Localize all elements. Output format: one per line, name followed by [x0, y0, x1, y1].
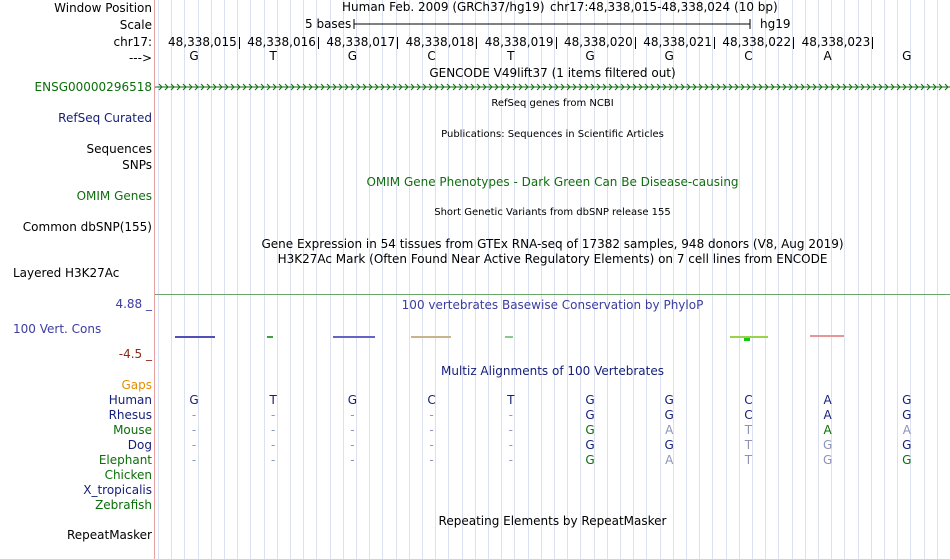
track-display-area[interactable] — [155, 0, 950, 559]
alignment-base-mouse: - — [271, 423, 276, 437]
coordinate-tick-label: 48,338,017 — [326, 35, 398, 49]
alignment-base-human: G — [585, 393, 595, 407]
coordinate-tick-label: 48,338,022 — [722, 35, 794, 49]
alignment-base-human: T — [507, 393, 515, 407]
alignment-base-rhesus: A — [823, 408, 832, 422]
phylop-track-title: 100 vertebrates Basewise Conservation by PhyloP — [401, 298, 704, 312]
alignment-base-dog: - — [191, 438, 197, 452]
alignment-base-mouse: - — [429, 423, 434, 437]
alignment-base-elephant: A — [665, 453, 674, 467]
alignment-base-dog: G — [664, 438, 674, 452]
alignment-base-human: G — [347, 393, 358, 407]
sequence-base: C — [744, 49, 753, 63]
species-label-mouse[interactable]: Mouse — [113, 423, 152, 437]
alignment-base-mouse: - — [508, 423, 513, 437]
track-label-repeatmasker[interactable]: RepeatMasker — [66, 528, 152, 542]
alignment-base-human: G — [902, 393, 912, 407]
alignment-base-mouse: - — [350, 423, 355, 437]
alignment-base-elephant: - — [508, 453, 513, 467]
alignment-base-elephant: G — [585, 453, 595, 467]
alignment-base-dog: - — [350, 438, 355, 452]
phylop-bar — [411, 336, 451, 338]
alignment-base-dog: G — [902, 438, 912, 452]
coordinate-tick-label: 48,338,023 — [802, 35, 874, 49]
alignment-base-mouse: G — [585, 423, 595, 437]
sequence-base: T — [269, 49, 277, 63]
coordinate-tick-label: 48,338,020 — [564, 35, 636, 49]
alignment-base-elephant: - — [191, 453, 197, 467]
coordinate-tick-label: 48,338,021 — [643, 35, 715, 49]
coordinate-tick-label: 48,338,019 — [485, 35, 557, 49]
alignment-base-elephant: G — [822, 453, 833, 467]
alignment-base-human: C — [427, 393, 436, 407]
alignment-base-rhesus: - — [191, 408, 197, 422]
alignment-base-mouse: T — [744, 423, 753, 437]
track-label-gaps[interactable]: Gaps — [121, 378, 152, 392]
phylop-bar — [175, 336, 215, 338]
omim-track-title: OMIM Gene Phenotypes - Dark Green Can Be Disease-causing — [366, 175, 739, 189]
alignment-base-elephant: G — [902, 453, 912, 467]
assembly-title: Human Feb. 2009 (GRCh37/hg19) — [342, 0, 545, 14]
track-label-snps[interactable]: SNPs — [122, 158, 152, 172]
alignment-base-elephant: - — [350, 453, 355, 467]
scale-db-label: hg19 — [760, 17, 791, 31]
species-label-xtropicalis[interactable]: X_tropicalis — [83, 483, 152, 497]
alignment-base-human: T — [269, 393, 277, 407]
alignment-base-human: A — [823, 393, 832, 407]
alignment-base-human: C — [744, 393, 753, 407]
track-label-omim[interactable]: OMIM Genes — [76, 189, 152, 203]
scale-bar-label: 5 bases — [305, 17, 352, 31]
alignment-base-rhesus: G — [902, 408, 912, 422]
scale-label: Scale — [119, 18, 152, 32]
alignment-base-dog: - — [429, 438, 434, 452]
alignment-base-rhesus: C — [744, 408, 753, 422]
phylop-bar — [267, 336, 273, 338]
repeatmasker-track-title: Repeating Elements by RepeatMasker — [438, 514, 667, 528]
alignment-base-elephant: - — [429, 453, 434, 467]
dbsnp-track-title: Short Genetic Variants from dbSNP release 155 — [434, 207, 671, 218]
alignment-base-dog: - — [271, 438, 276, 452]
gtex-track-title: Gene Expression in 54 tissues from GTEx RNA-seq of 17382 samples, 948 donors (V8, Aug 2019) — [261, 237, 844, 251]
track-label-cons[interactable]: 100 Vert. Cons — [13, 322, 102, 336]
sequence-base: G — [347, 49, 358, 63]
coordinate-tick-label: 48,338,016 — [247, 35, 319, 49]
alignment-base-human: G — [189, 393, 199, 407]
gencode-track-title: GENCODE V49lift37 (1 items filtered out) — [429, 66, 676, 80]
species-label-elephant[interactable]: Elephant — [98, 453, 152, 467]
h3k27ac-track-title: H3K27Ac Mark (Often Found Near Active Regulatory Elements) on 7 cell lines from ENCODE — [277, 252, 828, 266]
cons-min-label: -4.5 _ — [118, 347, 152, 361]
alignment-base-rhesus: G — [585, 408, 595, 422]
alignment-base-mouse: - — [191, 423, 197, 437]
alignment-base-dog: G — [585, 438, 595, 452]
alignment-base-rhesus: - — [271, 408, 276, 422]
coordinate-tick-label: 48,338,018 — [406, 35, 478, 49]
coordinate-tick-label: 48,338,015 — [168, 35, 240, 49]
sequence-base: A — [823, 49, 832, 63]
track-label-sequences[interactable]: Sequences — [86, 142, 152, 156]
alignment-base-human: G — [664, 393, 674, 407]
publications-track-title: Publications: Sequences in Scientific Articles — [441, 129, 664, 140]
track-label-refseq[interactable]: RefSeq Curated — [58, 111, 152, 125]
multiz-track-title: Multiz Alignments of 100 Vertebrates — [440, 364, 665, 378]
sequence-base: T — [507, 49, 515, 63]
phylop-bar — [505, 336, 513, 338]
position-range: chr17:48,338,015-48,338,024 (10 bp) — [550, 0, 778, 14]
alignment-base-rhesus: - — [508, 408, 513, 422]
alignment-base-rhesus: G — [664, 408, 674, 422]
track-label-dbsnp[interactable]: Common dbSNP(155) — [22, 220, 152, 234]
sequence-base: G — [664, 49, 674, 63]
alignment-base-dog: G — [822, 438, 833, 452]
chrom-label: chr17: — [113, 35, 152, 49]
alignment-base-elephant: T — [744, 453, 753, 467]
gene-model-bar[interactable] — [155, 81, 950, 93]
phylop-bar — [810, 335, 844, 337]
sequence-base: C — [427, 49, 436, 63]
sequence-base: G — [585, 49, 595, 63]
phylop-bar — [333, 336, 375, 338]
alignment-base-rhesus: - — [350, 408, 355, 422]
track-label-gencode[interactable]: ENSG00000296518 — [34, 80, 152, 94]
phylop-peak — [744, 338, 750, 341]
species-label-zebrafish[interactable]: Zebrafish — [95, 498, 152, 512]
alignment-base-dog: - — [508, 438, 513, 452]
species-label-chicken[interactable]: Chicken — [104, 468, 152, 482]
sequence-base: G — [189, 49, 199, 63]
alignment-base-dog: T — [744, 438, 753, 452]
track-labels-panel — [0, 0, 154, 559]
species-label-rhesus[interactable]: Rhesus — [108, 408, 152, 422]
species-label-dog[interactable]: Dog — [127, 438, 152, 452]
alignment-base-mouse: A — [823, 423, 832, 437]
alignment-base-elephant: - — [271, 453, 276, 467]
cons-top-line — [155, 294, 950, 295]
sequence-base: G — [902, 49, 912, 63]
alignment-base-mouse: A — [902, 423, 911, 437]
refseq-track-title: RefSeq genes from NCBI — [491, 98, 614, 109]
species-label-human[interactable]: Human — [108, 393, 152, 407]
strand-arrow-label: ---> — [128, 51, 152, 65]
alignment-base-mouse: A — [665, 423, 674, 437]
alignment-base-rhesus: - — [429, 408, 434, 422]
scale-bar — [353, 17, 753, 31]
window-position-label: Window Position — [54, 1, 152, 15]
cons-max-label: 4.88 _ — [115, 297, 152, 311]
track-label-h3k27ac[interactable]: Layered H3K27Ac — [13, 266, 120, 280]
